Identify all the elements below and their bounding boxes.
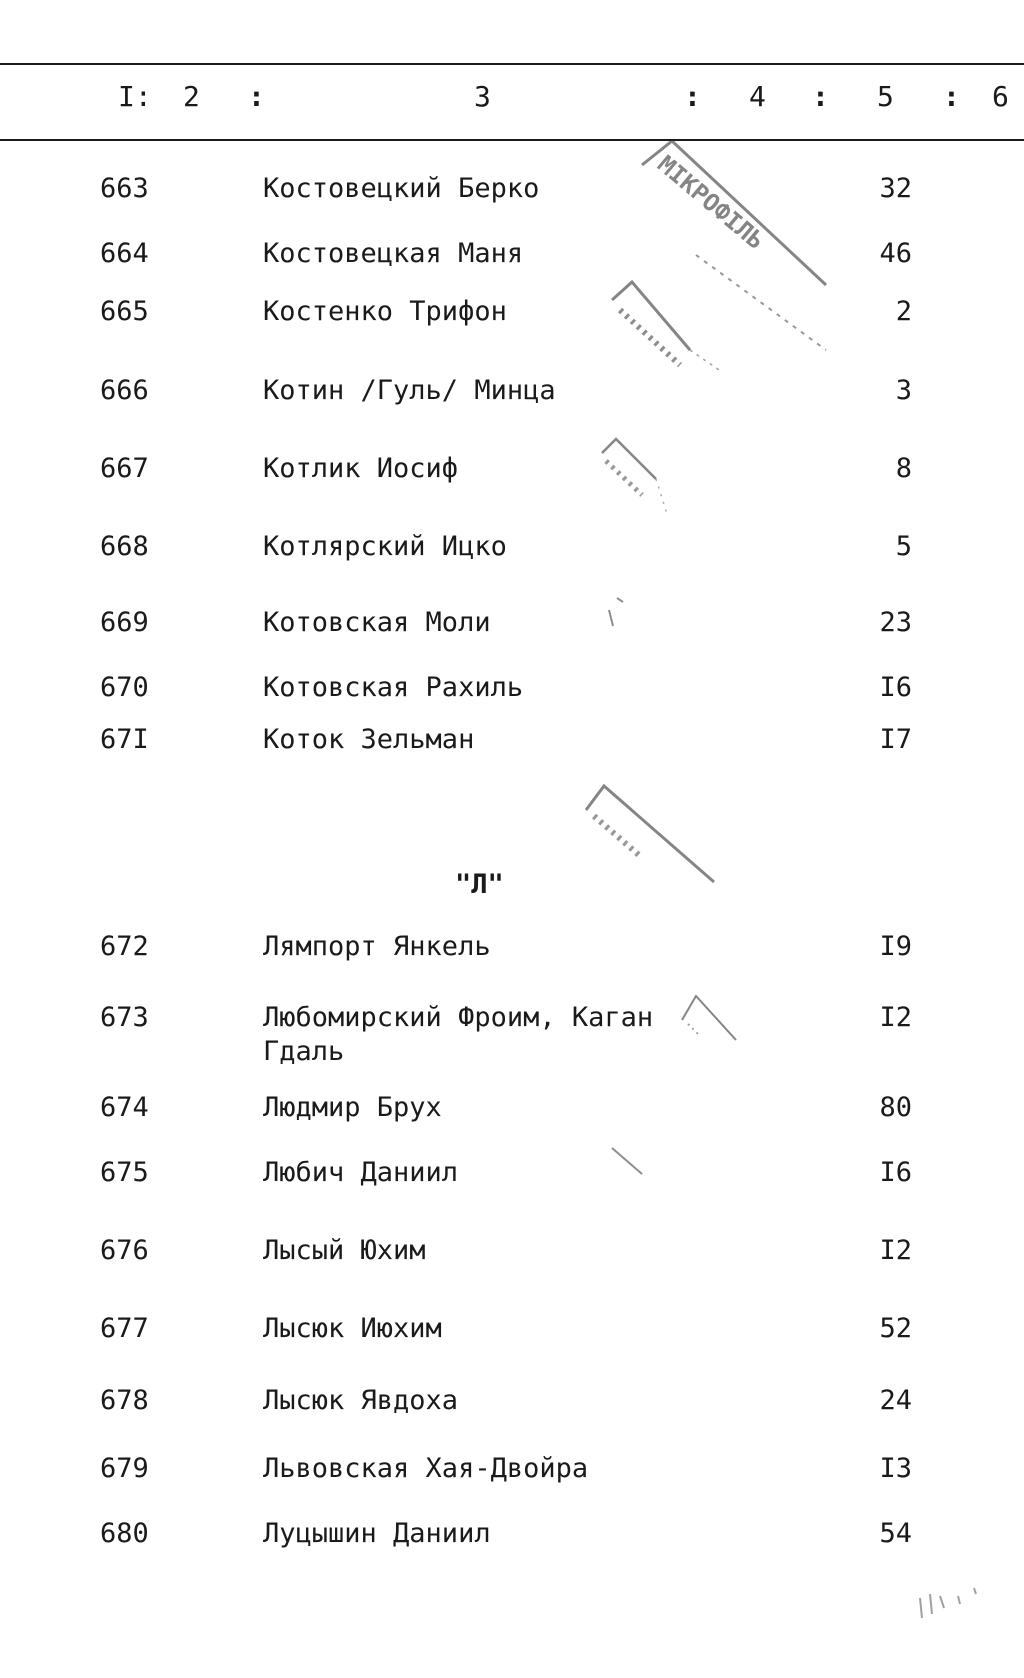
row-value: 80: [879, 1092, 912, 1123]
row-value: I7: [879, 724, 912, 755]
row-name-continuation: Гдаль: [263, 1036, 345, 1067]
row-value: 24: [879, 1385, 912, 1416]
row-number: 667: [100, 453, 149, 484]
row-value: I2: [879, 1002, 912, 1033]
row-name: [263, 1001, 653, 1069]
row-name: Котовская Моли: [263, 607, 491, 638]
microfilm-mark: [608, 1146, 648, 1178]
row-value: I6: [879, 672, 912, 703]
microfilm-stamp-text: МІКРОФІЛЬ: [652, 150, 770, 256]
row-value: 46: [879, 238, 912, 269]
row-number: 67I: [100, 724, 149, 755]
row-name: Львовская Хая-Двойра: [263, 1453, 589, 1484]
section-heading: "Л": [455, 869, 504, 900]
row-name: Любич Даниил: [263, 1157, 459, 1188]
row-number: 672: [100, 931, 149, 962]
row-name: Коток Зельман: [263, 724, 475, 755]
row-name: Людмир Брух: [263, 1092, 442, 1123]
row-number: 678: [100, 1385, 149, 1416]
row-value: I2: [879, 1235, 912, 1266]
header-separator: :: [248, 80, 265, 113]
header-separator: :: [943, 80, 960, 113]
row-name: Костовецкий Берко: [263, 173, 540, 204]
row-number: 668: [100, 531, 149, 562]
row-value: I3: [879, 1453, 912, 1484]
row-value: 2: [895, 296, 912, 327]
row-name: Котлярский Ицко: [263, 531, 507, 562]
row-value: I9: [879, 931, 912, 962]
microfilm-mark: [880, 1584, 990, 1644]
row-name: Луцышин Даниил: [263, 1518, 491, 1549]
microfilm-stamp-small: [610, 280, 730, 375]
row-name: Лысый Юхим: [263, 1235, 426, 1266]
row-name: Лысюк Июхим: [263, 1313, 442, 1344]
header-col-6: 6: [992, 80, 1009, 113]
row-name: Котин /Гуль/ Минца: [263, 375, 556, 406]
header-separator: :: [812, 80, 829, 113]
row-number: 669: [100, 607, 149, 638]
header-col-5: 5: [877, 80, 894, 113]
row-name: Лямпорт Янкель: [263, 931, 491, 962]
row-name-line: Любомирский Фроим, Каган: [263, 1002, 654, 1033]
row-number: 673: [100, 1002, 149, 1033]
row-number: 666: [100, 375, 149, 406]
header-col-4: 4: [749, 80, 766, 113]
row-value: I6: [879, 1157, 912, 1188]
microfilm-mark: [603, 596, 627, 630]
row-name: Лысюк Явдоха: [263, 1385, 459, 1416]
header-separator: :: [684, 80, 701, 113]
row-number: 675: [100, 1157, 149, 1188]
row-number: 674: [100, 1092, 149, 1123]
row-name: Котлик Иосиф: [263, 453, 459, 484]
row-number: 676: [100, 1235, 149, 1266]
header-col-1: I:: [118, 80, 152, 113]
row-number: 680: [100, 1518, 149, 1549]
header-bottom-rule: [0, 139, 1024, 141]
header-col-3: 3: [474, 80, 491, 113]
row-name: Костовецкая Маня: [263, 238, 524, 269]
row-name: Котовская Рахиль: [263, 672, 524, 703]
row-number: 677: [100, 1313, 149, 1344]
header-top-rule: [0, 63, 1024, 65]
microfilm-mark: [680, 994, 740, 1044]
row-value: 8: [895, 453, 912, 484]
microfilm-stamp-small: [598, 435, 678, 525]
row-value: 54: [879, 1518, 912, 1549]
row-value: 23: [879, 607, 912, 638]
row-name: Костенко Трифон: [263, 296, 507, 327]
row-value: 5: [895, 531, 912, 562]
row-number: 679: [100, 1453, 149, 1484]
row-number: 663: [100, 173, 149, 204]
row-value: 52: [879, 1313, 912, 1344]
row-value: 32: [879, 173, 912, 204]
row-number: 665: [100, 296, 149, 327]
microfilm-stamp-small: [584, 782, 724, 892]
header-col-2: 2: [183, 80, 200, 113]
row-number: 670: [100, 672, 149, 703]
row-value: 3: [895, 375, 912, 406]
row-number: 664: [100, 238, 149, 269]
